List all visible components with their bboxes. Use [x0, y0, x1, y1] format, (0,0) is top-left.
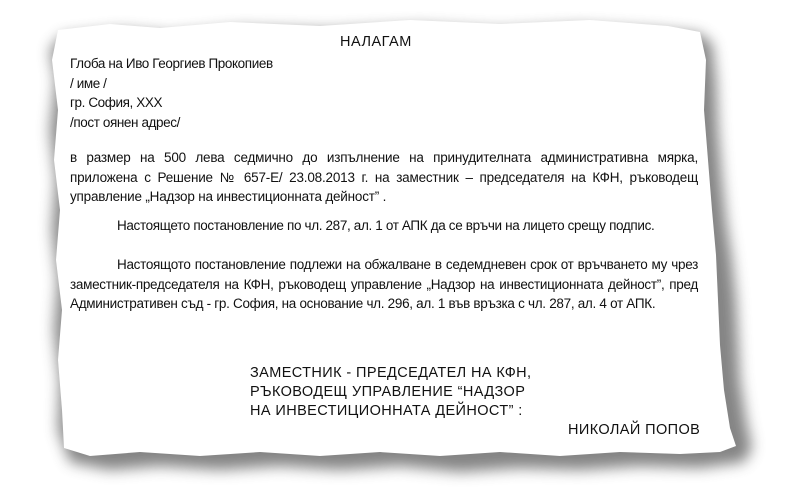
fine-paragraph: в размер на 500 лева седмично до изпълнение на принудителната административна мярка, приложена с Решение № 657-Е/ 23.08.2013 г. на заместник – председателя на КФН, ръководещ управление „Надзор на инвестиционната дейност” . — [70, 150, 698, 205]
signatory-title-line: НА ИНВЕСТИЦИОННАТА ДЕЙНОСТ” : — [250, 403, 523, 419]
recipient-block — [70, 54, 698, 132]
appeal-paragraph: Настоящото постановление подлежи на обжалване в седемдневен срок от връчването му чрез заместник-председателя на КФН, ръководещ управление „Надзор на инвестиционната дейност”, пред Административен съд - гр. София, на основание чл. 296, ал. 1 във връзка с чл. 287, ал. 4 от АПК. — [70, 257, 698, 311]
signatory-title-line: ЗАМЕСТНИК - ПРЕДСЕДАТЕЛ НА КФН, — [250, 365, 532, 381]
document-heading: НАЛАГАМ — [340, 34, 412, 50]
delivery-paragraph: Настоящето постановление по чл. 287, ал. 1 от АПК да се връчи на лицето срещу подпис. — [117, 218, 655, 233]
signatory-title-line: РЪКОВОДЕЩ УПРАВЛЕНИЕ “НАДЗОР — [250, 384, 526, 400]
recipient-address-note: /пост оянен адрес/ — [70, 114, 180, 130]
recipient-name: Глоба на Иво Георгиев Прокопиев — [70, 56, 273, 71]
signatory-title — [250, 364, 610, 421]
signatory-name: НИКОЛАЙ ПОПОВ — [568, 422, 701, 438]
recipient-address: гр. София, ХХХ — [70, 95, 163, 110]
recipient-name-note: / име / — [70, 75, 107, 91]
